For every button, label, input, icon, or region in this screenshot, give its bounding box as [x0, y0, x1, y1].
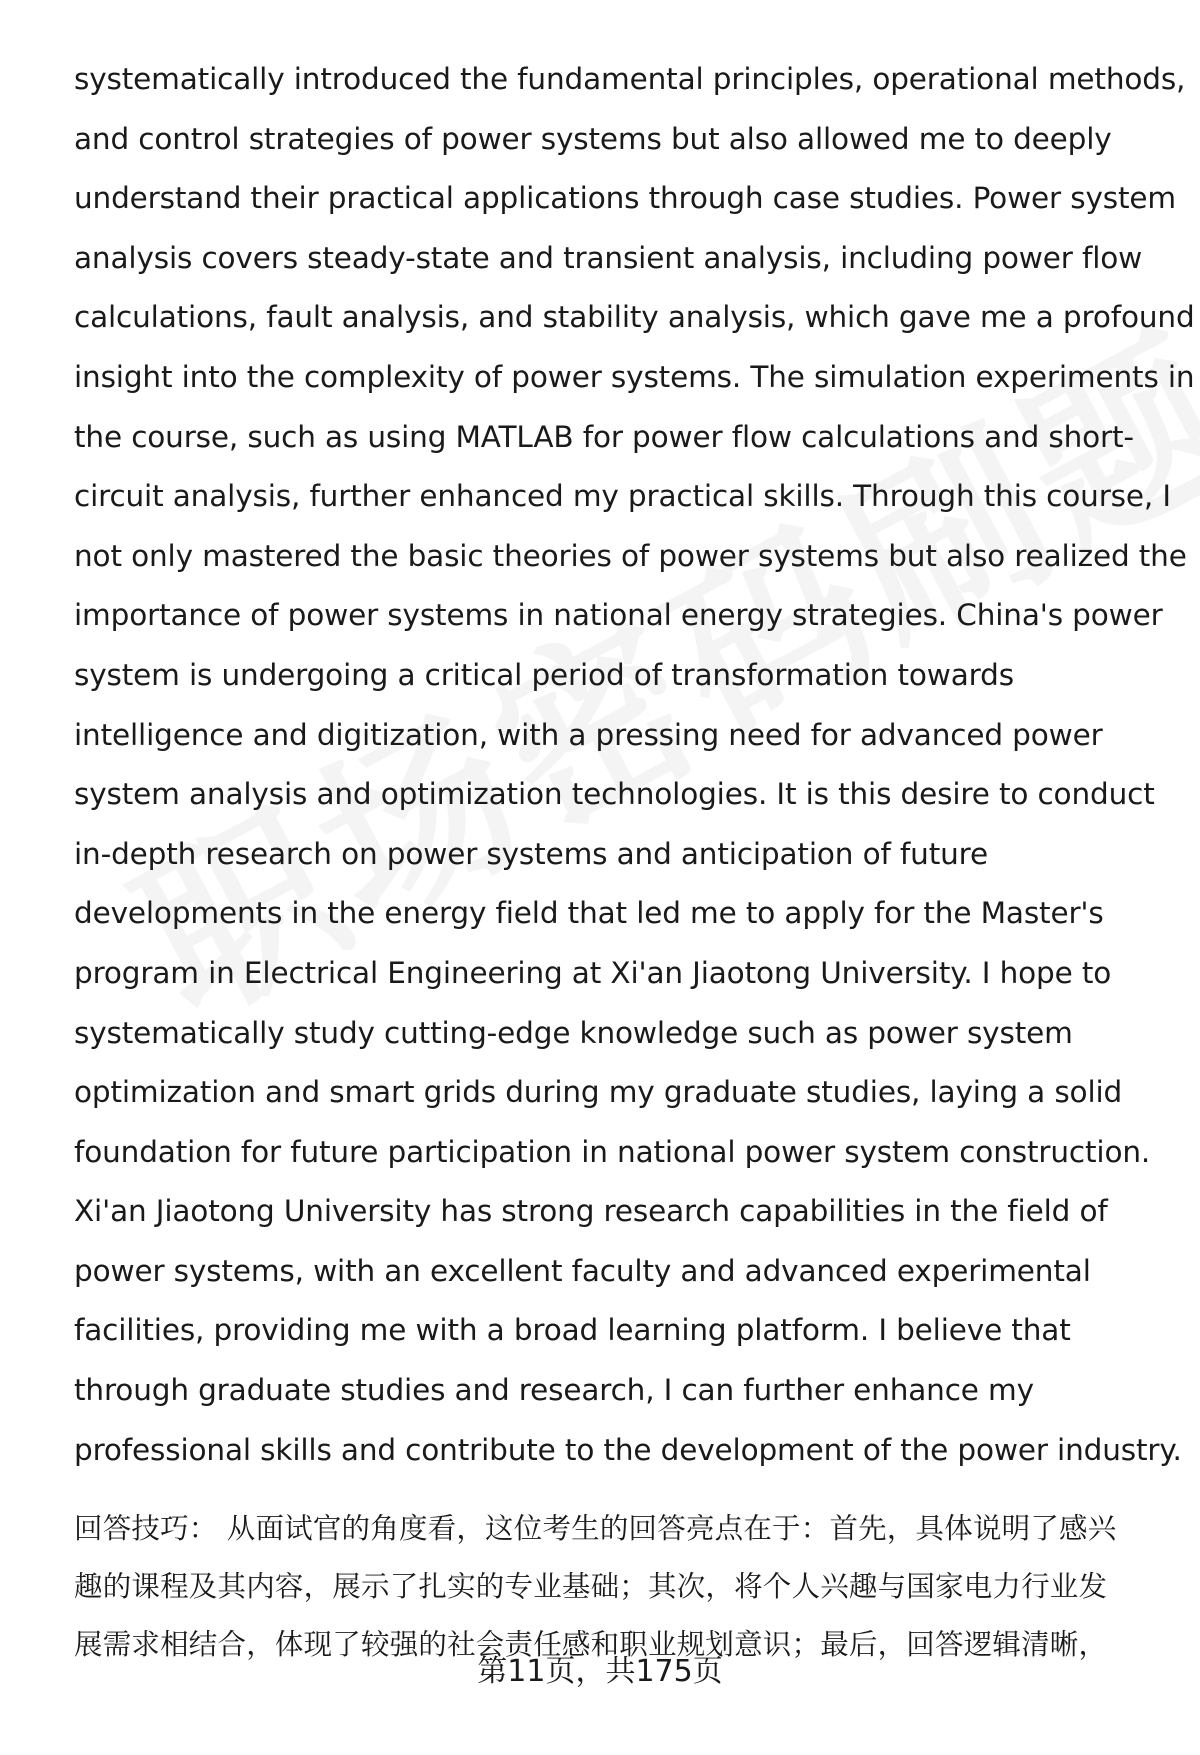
answer-paragraph	[74, 50, 1195, 1480]
body-line: systematically introduced the fundamental principles, operational methods,	[74, 62, 1186, 96]
answer-tips-paragraph	[74, 1500, 1164, 1674]
tips-line: 回答技巧： 从面试官的角度看，这位考生的回答亮点在于：首先，具体说明了感兴	[74, 1512, 1117, 1545]
body-line: Xi'an Jiaotong University has strong research capabilities in the field of	[74, 1194, 1108, 1229]
body-line: optimization and smart grids during my graduate studies, laying a solid	[74, 1075, 1123, 1110]
body-line: and control strategies of power systems but also allowed me to deeply	[74, 121, 1112, 156]
body-line: the course, such as using MATLAB for power flow calculations and short-	[74, 419, 1134, 454]
body-line: understand their practical applications through case studies. Power system	[74, 181, 1177, 216]
body-line: through graduate studies and research, I can further enhance my	[74, 1373, 1034, 1408]
page-number-footer: 第11页，共175页	[477, 1654, 723, 1689]
body-line: circuit analysis, further enhanced my practical skills. Through this course, I	[74, 479, 1171, 514]
body-line: calculations, fault analysis, and stability analysis, which gave me a profound	[74, 300, 1195, 335]
body-line: systematically study cutting-edge knowledge such as power system	[74, 1015, 1073, 1050]
body-line: system analysis and optimization technologies. It is this desire to conduct	[74, 777, 1155, 812]
body-line: developments in the energy field that led me to apply for the Master's	[74, 896, 1104, 931]
body-line: in-depth research on power systems and anticipation of future	[74, 836, 989, 871]
body-line: intelligence and digitization, with a pressing need for advanced power	[74, 717, 1103, 752]
body-line: program in Electrical Engineering at Xi'an Jiaotong University. I hope to	[74, 955, 1112, 990]
tips-line: 展需求相结合，体现了较强的社会责任感和职业规划意识；最后，回答逻辑清晰，	[74, 1628, 1108, 1661]
body-line: system is undergoing a critical period of transformation towards	[74, 657, 1014, 692]
body-line: facilities, providing me with a broad learning platform. I believe that	[74, 1313, 1071, 1348]
body-line: foundation for future participation in national power system construction.	[74, 1134, 1151, 1169]
body-line: insight into the complexity of power systems. The simulation experiments in	[74, 359, 1195, 394]
body-line: analysis covers steady-state and transient analysis, including power flow	[74, 240, 1143, 275]
body-line: power systems, with an excellent faculty and advanced experimental	[74, 1253, 1091, 1288]
tips-line: 趣的课程及其内容，展示了扎实的专业基础；其次，将个人兴趣与国家电力行业发	[74, 1570, 1108, 1603]
body-line: not only mastered the basic theories of power systems but also realized the	[74, 538, 1187, 573]
body-line: professional skills and contribute to the development of the power industry.	[74, 1432, 1182, 1467]
body-line: importance of power systems in national energy strategies. China's power	[74, 598, 1163, 633]
